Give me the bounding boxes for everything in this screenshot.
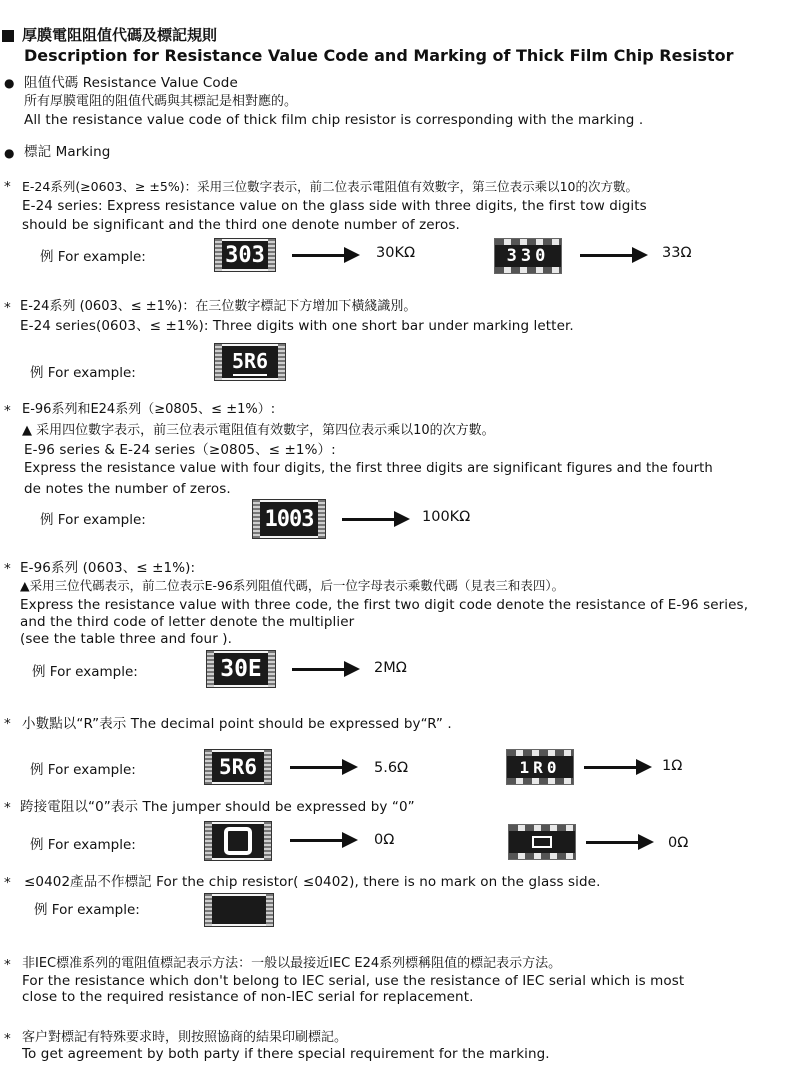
chip-resistor-1003 bbox=[252, 499, 326, 539]
jumper-heading: 跨接電阻以“0”表示 The jumper should be expressed by “0” bbox=[20, 799, 415, 815]
chip-marking bbox=[212, 896, 266, 924]
arrow-right-icon bbox=[292, 254, 346, 257]
chip-resistor-30e bbox=[206, 650, 276, 688]
example-label: 例 For example: bbox=[30, 762, 136, 778]
chip-marking: 5R6 bbox=[212, 752, 264, 782]
star-icon: * bbox=[4, 875, 11, 891]
e24a-heading: E-24系列(≥0603、≥ ±5%)：采用三位數字表示，前二位表示電阻值有效數字，第三位表示乘以10的次方數。 bbox=[22, 179, 639, 194]
zero-mark-icon bbox=[224, 827, 252, 855]
arrow-right-icon bbox=[292, 668, 346, 671]
resistance-value: 30KΩ bbox=[376, 245, 416, 261]
e24b-heading: E-24系列 (0603、≤ ±1%)：在三位數字標記下方增加下橫綫識別。 bbox=[20, 299, 417, 314]
star-icon: * bbox=[4, 716, 11, 732]
arrow-right-icon bbox=[342, 518, 396, 521]
chip-marking bbox=[509, 831, 575, 853]
e96a-line1: E-96 series & E-24 series（≥0805、≤ ±1%）: bbox=[24, 442, 336, 458]
chip-marking: 1R0 bbox=[507, 756, 573, 778]
e96a-cn: ▲ 采用四位數字表示，前三位表示電阻值有效數字，第四位表示乘以10的次方數。 bbox=[22, 423, 495, 438]
page-title-en: Description for Resistance Value Code and Marking of Thick Film Chip Resistor bbox=[24, 46, 734, 65]
e96b-line2: and the third code of letter denote the multiplier bbox=[20, 614, 355, 630]
non-iec-heading: 非IEC標准系列的電阻值標記表示方法：一般以最接近IEC E24系列標稱阻值的標記表示方法。 bbox=[22, 956, 562, 971]
e96b-line3: (see the table three and four ). bbox=[20, 631, 232, 647]
value-code-heading: 阻值代碼 Resistance Value Code bbox=[24, 75, 238, 91]
e96b-cn: ▲采用三位代碼表示，前二位表示E-96系列阻值代碼，后一位字母表示乘數代碼（見表三和表四）。 bbox=[20, 578, 565, 593]
chip-marking: 330 bbox=[495, 245, 561, 267]
small-heading: ≤0402產品不作標記 For the chip resistor( ≤0402), there is no mark on the glass side. bbox=[24, 874, 601, 890]
chip-resistor-jumper bbox=[204, 821, 272, 861]
non-iec-line1: For the resistance which don't belong to IEC serial, use the resistance of IEC serial which is most bbox=[22, 973, 685, 989]
e96a-line2: Express the resistance value with four digits, the first three digits are significant figures and the fourth bbox=[24, 461, 713, 476]
section-square-icon bbox=[2, 27, 14, 46]
zero-mark-icon bbox=[532, 836, 552, 848]
e96a-line3: de notes the number of zeros. bbox=[24, 481, 231, 497]
chip-resistor-5r6-bar bbox=[214, 343, 286, 381]
marking-heading: 標記 Marking bbox=[24, 144, 111, 160]
example-label: 例 For example: bbox=[32, 664, 138, 680]
e24a-line1: E-24 series: Express resistance value on the glass side with three digits, the first tow digits bbox=[22, 198, 647, 214]
value-code-en: All the resistance value code of thick film chip resistor is corresponding with the marking . bbox=[24, 112, 644, 128]
chip-marking: 303 bbox=[222, 241, 268, 269]
resistance-value: 0Ω bbox=[374, 832, 395, 848]
bullet-icon: ● bbox=[4, 76, 15, 90]
arrow-right-icon bbox=[290, 766, 344, 769]
e24b-line1: E-24 series(0603、≤ ±1%): Three digits with one short bar under marking letter. bbox=[20, 318, 574, 334]
resistance-value: 33Ω bbox=[662, 245, 692, 261]
example-label: 例 For example: bbox=[40, 249, 146, 265]
value-code-cn: 所有厚膜電阻的阻值代碼與其標記是相對應的。 bbox=[24, 94, 298, 109]
non-iec-line2: close to the required resistance of non-IEC serial for replacement. bbox=[22, 989, 474, 1005]
arrow-right-icon bbox=[586, 841, 640, 844]
chip-array-jumper bbox=[508, 824, 576, 860]
chip-marking bbox=[212, 824, 264, 858]
star-icon: * bbox=[4, 561, 11, 577]
bullet-icon: ● bbox=[4, 146, 15, 160]
resistance-value: 5.6Ω bbox=[374, 760, 409, 776]
chip-marking bbox=[222, 346, 278, 378]
chip-array-1r0 bbox=[506, 749, 574, 785]
star-icon: * bbox=[4, 300, 11, 316]
e96a-heading: E-96系列和E24系列（≥0805、≤ ±1%）: bbox=[22, 402, 276, 417]
e96b-heading: E-96系列 (0603、≤ ±1%): bbox=[20, 560, 196, 576]
star-icon: * bbox=[4, 957, 11, 973]
chip-marking-text: 5R6 bbox=[231, 348, 269, 373]
customer-line1: To get agreement by both party if there special requirement for the marking. bbox=[22, 1046, 550, 1062]
chip-marking: 30E bbox=[214, 653, 268, 685]
example-label: 例 For example: bbox=[30, 837, 136, 853]
star-icon: * bbox=[4, 1031, 11, 1047]
underline-bar bbox=[233, 374, 267, 376]
page-title-cn: 厚膜電阻阻值代碼及標記規則 bbox=[22, 26, 218, 44]
chip-resistor-5r6 bbox=[204, 749, 272, 785]
chip-resistor-unmarked bbox=[204, 893, 274, 927]
example-label: 例 For example: bbox=[34, 902, 140, 918]
resistance-value: 1Ω bbox=[662, 758, 683, 774]
resistance-value: 2MΩ bbox=[374, 660, 407, 676]
resistance-value: 100KΩ bbox=[422, 509, 471, 525]
star-icon: * bbox=[4, 800, 11, 816]
arrow-right-icon bbox=[290, 839, 344, 842]
example-label: 例 For example: bbox=[30, 365, 136, 381]
chip-array-330 bbox=[494, 238, 562, 274]
e24a-line2: should be significant and the third one denote number of zeros. bbox=[22, 217, 460, 233]
star-icon: * bbox=[4, 179, 11, 195]
e96b-line1: Express the resistance value with three code, the first two digit code denote the resistance of E-96 series, bbox=[20, 597, 749, 613]
customer-heading: 客户對標記有特殊要求時，則按照協商的結果印刷標記。 bbox=[22, 1030, 348, 1045]
decimal-heading: 小數點以“R”表示 The decimal point should be expressed by“R” . bbox=[22, 716, 452, 732]
arrow-right-icon bbox=[580, 254, 634, 257]
star-icon: * bbox=[4, 403, 11, 419]
arrow-right-icon bbox=[584, 766, 638, 769]
chip-marking: 1003 bbox=[260, 502, 318, 536]
resistance-value: 0Ω bbox=[668, 835, 689, 851]
example-label: 例 For example: bbox=[40, 512, 146, 528]
chip-resistor-303 bbox=[214, 238, 276, 272]
